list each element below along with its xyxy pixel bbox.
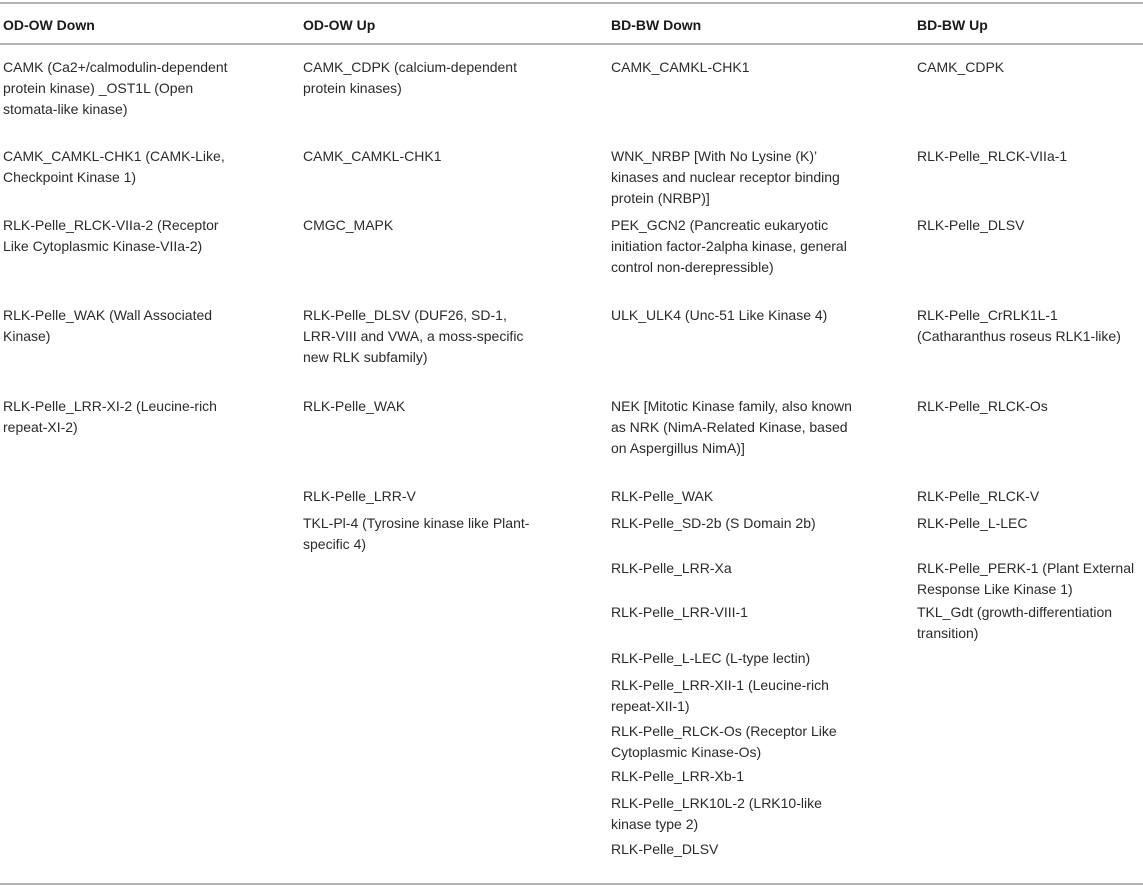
table-cell: RLK-Pelle_DLSV [611,841,719,857]
table-cell: CAMK_CAMKL-CHK1 [611,59,750,75]
table-cell: RLK-Pelle_RLCK-Os (Receptor Like Cytoplasmic Kinase-Os) [611,723,837,760]
table-cell: RLK-Pelle_RLCK-VIIa-2 (Receptor Like Cytoplasmic Kinase-VIIa-2) [3,217,219,254]
column-header: OD-OW Down [3,17,95,33]
table-cell: RLK-Pelle_LRR-XI-2 (Leucine-rich repeat-XI-2) [3,398,217,435]
table-cell: CAMK_CAMKL-CHK1 [303,148,442,164]
table-cell: RLK-Pelle_SD-2b (S Domain 2b) [611,515,816,531]
table-cell: RLK-Pelle_CrRLK1L-1 (Catharanthus roseus RLK1-like) [917,307,1121,344]
table-cell: RLK-Pelle_WAK [611,488,714,504]
table-cell: CAMK_CAMKL-CHK1 (CAMK-Like, Checkpoint Kinase 1) [3,148,225,185]
header-rule [0,43,1143,45]
table-cell: NEK [Mitotic Kinase family, also known as NRK (NimA-Related Kinase, based on Aspergillus NimA)] [611,398,852,456]
table-cell: RLK-Pelle_LRR-Xb-1 [611,768,745,784]
table-cell: RLK-Pelle_WAK [303,398,406,414]
table-cell: RLK-Pelle_L-LEC [917,515,1028,531]
table-cell: RLK-Pelle_WAK (Wall Associated Kinase) [3,307,213,344]
table-cell: RLK-Pelle_LRR-XII-1 (Leucine-rich repeat-XII-1) [611,677,829,714]
table-cell: WNK_NRBP [With No Lysine (K)’ kinases and nuclear receptor binding protein (NRBP)] [611,148,840,206]
table-cell: RLK-Pelle_L-LEC (L-type lectin) [611,650,811,666]
table-cell: RLK-Pelle_LRK10L-2 (LRK10-like kinase type 2) [611,795,822,832]
table-cell: RLK-Pelle_LRR-Xa [611,560,732,576]
column-header: BD-BW Down [611,17,702,33]
table-bottom-rule [0,883,1143,885]
table-cell: CMGC_MAPK [303,217,394,233]
table-cell: RLK-Pelle_RLCK-V [917,488,1040,504]
table-cell: RLK-Pelle_LRR-VIII-1 [611,604,748,620]
table-cell: CAMK_CDPK [917,59,1005,75]
table-cell: TKL-Pl-4 (Tyrosine kinase like Plant-specific 4) [303,515,530,552]
table-cell: ULK_ULK4 (Unc-51 Like Kinase 4) [611,307,828,323]
column-header: BD-BW Up [917,17,988,33]
table-cell: RLK-Pelle_DLSV [917,217,1025,233]
table-cell: RLK-Pelle_RLCK-VIIa-1 [917,148,1068,164]
table-cell: CAMK (Ca2+/calmodulin-dependent protein kinase) _OST1L (Open stomata-like kinase) [3,59,228,117]
column-header: OD-OW Up [303,17,376,33]
table-cell: RLK-Pelle_RLCK-Os [917,398,1048,414]
table-cell: TKL_Gdt (growth-differentiation transition) [917,604,1113,641]
table-cell: CAMK_CDPK (calcium-dependent protein kinases) [303,59,517,96]
table-cell: RLK-Pelle_DLSV (DUF26, SD-1, LRR-VIII and VWA, a moss-specific new RLK subfamily) [303,307,524,365]
table-cell: RLK-Pelle_LRR-V [303,488,416,504]
table-cell: PEK_GCN2 (Pancreatic eukaryotic initiation factor-2alpha kinase, general control non-derepressible) [611,217,847,275]
table-cell: RLK-Pelle_PERK-1 (Plant External Response Like Kinase 1) [917,560,1135,597]
table-top-rule [0,2,1143,4]
